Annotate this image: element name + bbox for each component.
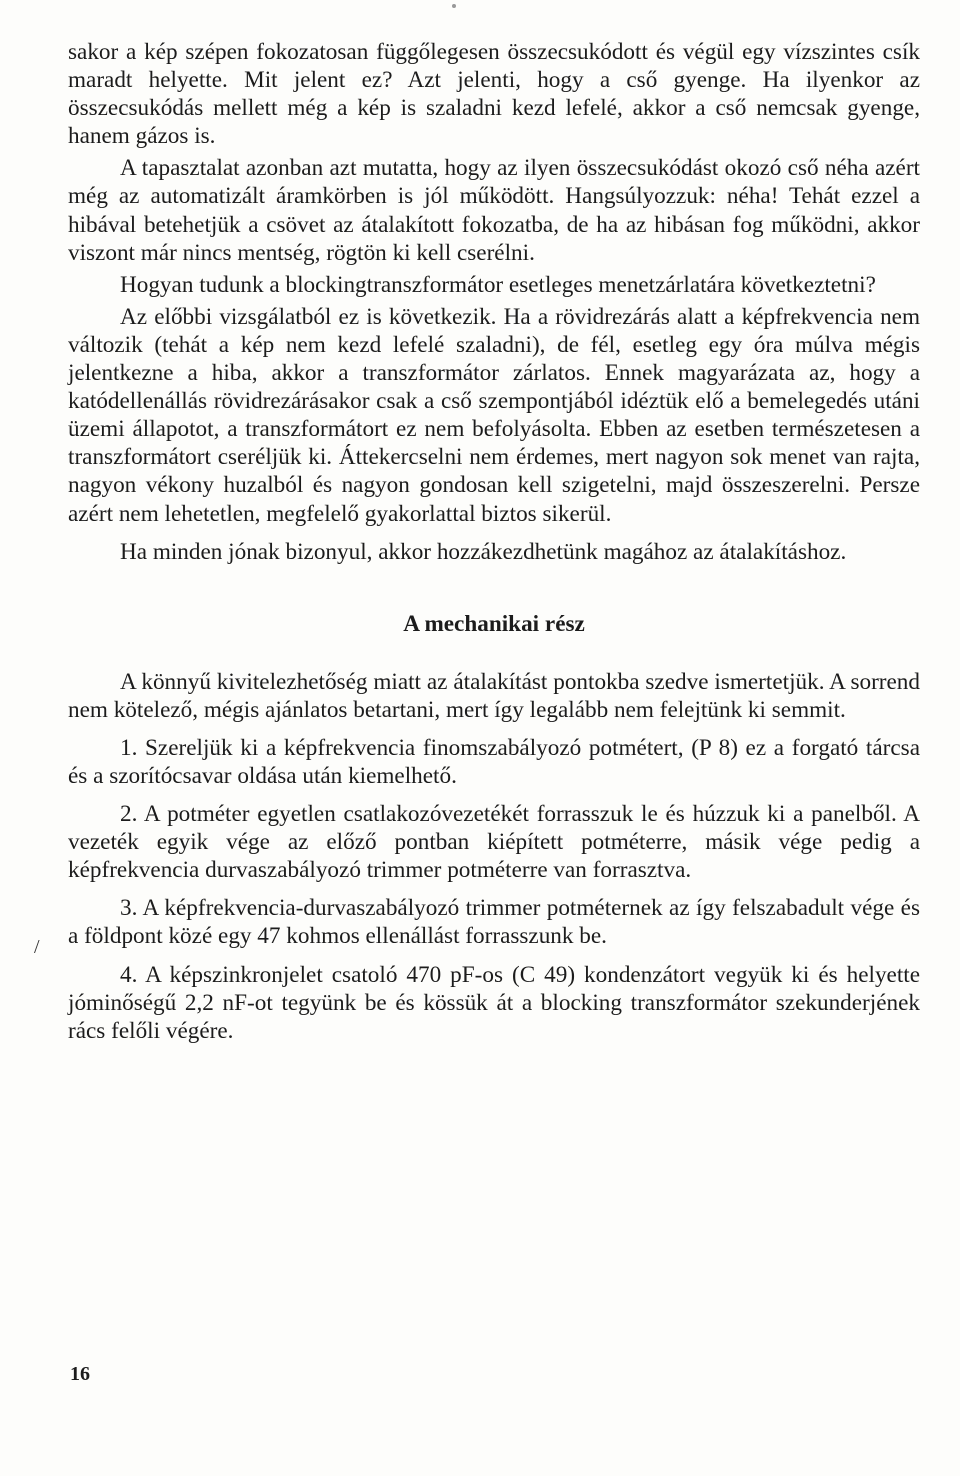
list-item-1: 1. Szereljük ki a képfrekvencia finomszabályozó potmétert, (P 8) ez a forgató tárcsa és a szorítócsavar oldása után kiemelhető.: [68, 734, 920, 789]
list-item-4: 4. A képszinkronjelet csatoló 470 pF-os (C 49) kondenzátort vegyük ki és helyette jóminőségű 2,2 nF-ot tegyünk be és kössük át a blocking transzformátor szekunderjének rács felőli végére.: [68, 961, 920, 1044]
paragraph-continuation: sakor a kép szépen fokozatosan függőlegesen összecsukódott és végül egy vízszintes csík maradt helyette. Mit jelent ez? Azt jelenti, hogy a cső gyenge. Ha ilyenkor az összecsukódás mellett még a kép is szaladni kezd lefelé, akkor a cső nemcsak gyenge, hanem gázos is.: [68, 39, 920, 150]
list-item-2: 2. A potméter egyetlen csatlakozóvezetékét forrasszuk le és húzzuk ki a panelből. A vezeték egyik vége az előző pontban kiépített potméterre, másik vége pedig a képfrekvencia durvaszabályozó trimmer potméterre van forrasztva.: [68, 801, 920, 884]
list-item-3: 3. A képfrekvencia-durvaszabályozó trimmer potméternek az így felszabadult vége és a földpont közé egy 47 kohmos ellenállást forrasszunk be.: [68, 895, 920, 950]
text-column: [68, 38, 920, 1045]
margin-mark: /: [34, 936, 40, 958]
paragraph-transformer-fault: Az előbbi vizsgálatból ez is következik. Ha a rövidrezárás alatt a képfrekvencia nem változik (tehát a kép nem kezd lefelé szaladni), de fél, esetleg egy óra múlva mégis jelentkezne a hiba, akkor a transzformátor zárlatos. Ennek magyarázata az, hogy a katódellenállás rövidrezárásakor csak a cső szempontjából idéztük elő a bemelegedés utáni üzemi állapotot, a transzformátort ez nem befolyásolta. Ebben az esetben természetesen a transzformátort cseréljük ki. Áttekercselni nem érdemes, mert nagyon sok menet van rajta, nagyon vékony huzalból és nagyon gondosan kell szigetelni, majd összeszerelni. Persze azért nem lehetetlen, megfelelő gyakorlattal biztos sikerül.: [68, 303, 920, 527]
paragraph-begin-conversion: Ha minden jónak bizonyul, akkor hozzákezdhetünk magához az átalakításhoz.: [120, 538, 847, 565]
scan-speck: [452, 4, 456, 8]
page-number: 16: [70, 1363, 90, 1385]
paragraph-question: Hogyan tudunk a blockingtranszformátor esetleges menetzárlatára következtetni?: [120, 271, 876, 298]
paragraph-tube-test: A tapasztalat azonban azt mutatta, hogy az ilyen összecsukódást okozó cső néha azért még az automatizált áramkörben is jól működött. Hangsúlyozzuk: néha! Tehát ezzel a hibával betehetjük a csövet az átalakított fokozatba, de ha az hibásan fog működni, akkor viszont már nincs mentség, rögtön ki kell cserélni.: [68, 155, 920, 266]
paragraph-section-intro: A könnyű kivitelezhetőség miatt az átalakítást pontokba szedve ismertetjük. A sorrend nem kötelező, mégis ajánlatos betartani, mert így legalább nem felejtünk ki semmit.: [68, 668, 920, 723]
section-heading: A mechanikai rész: [403, 610, 585, 637]
